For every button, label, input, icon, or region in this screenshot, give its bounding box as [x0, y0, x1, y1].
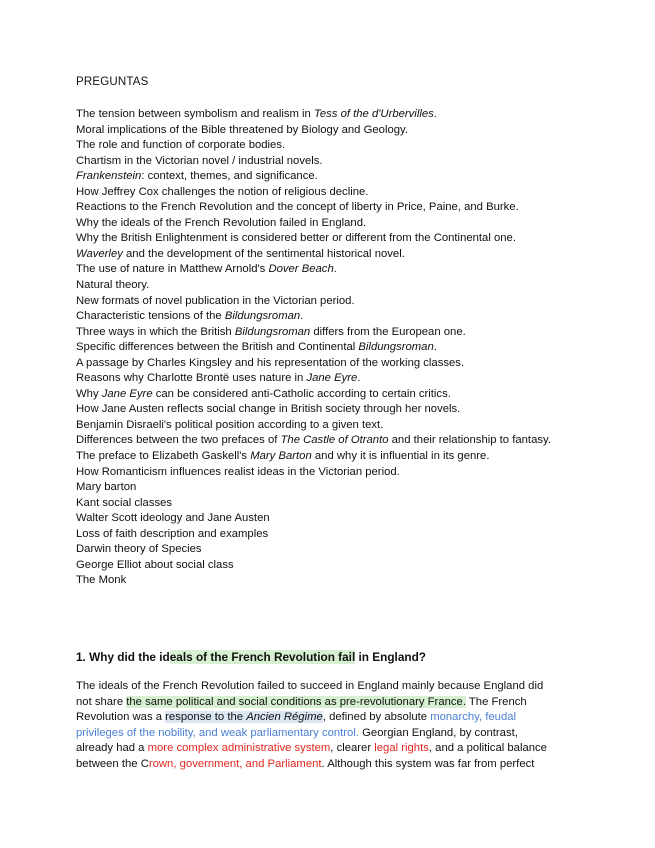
text-segment: more complex administrative system: [147, 742, 331, 755]
paragraph-line: [76, 757, 576, 773]
text-segment: Three ways in which the British: [76, 325, 235, 338]
text-segment: and their relationship to fantasy.: [388, 434, 551, 447]
text-segment: . Although this system was far from perfect: [321, 757, 535, 770]
text-segment: legal rights: [374, 742, 429, 755]
text-segment: The ideals of the French Revolution failed to succeed in England mainly because England did: [76, 680, 544, 692]
text-segment: Mary barton: [76, 481, 137, 494]
text-segment: How Romanticism influences realist ideas in the Victorian period.: [76, 465, 400, 478]
text-segment: Specific differences between the British and Continental: [76, 341, 359, 354]
text-segment: .: [433, 341, 437, 354]
question-item: [76, 247, 551, 263]
section-title: [76, 650, 426, 664]
text-segment: How Jane Austen reflects social change in British society through her novels.: [76, 403, 461, 416]
questions-list: [76, 107, 551, 589]
text-segment: and why it is influential in its genre.: [311, 450, 490, 463]
text-segment: The tension between symbolism and realism in: [76, 108, 314, 120]
italic-title-text: Ancien Régime: [246, 711, 323, 724]
text-segment: , defined by absolute: [322, 711, 431, 724]
paragraph-line: [76, 726, 576, 742]
italic-title-text: Mary Barton: [250, 450, 312, 463]
question-item: [76, 154, 551, 170]
text-segment: monarchy, feudal: [430, 711, 517, 724]
text-segment: differs from the European one.: [310, 325, 466, 338]
question-item: [76, 558, 551, 574]
text-segment: Georgian England, by contrast,: [359, 726, 518, 739]
question-item: [76, 433, 551, 449]
text-segment: between the C: [76, 757, 149, 770]
question-item: [76, 216, 551, 232]
italic-title-text: Bildungsroman: [358, 341, 434, 354]
text-segment: A passage by Charles Kingsley and his representation of the working classes.: [76, 356, 465, 369]
question-item: [76, 449, 551, 465]
text-segment: the same political and social conditions as pre-revolutionary France.: [126, 695, 466, 708]
question-item: [76, 278, 551, 294]
italic-title-text: Dover Beach: [268, 263, 334, 276]
italic-title-text: The Castle of Otranto: [280, 434, 389, 447]
italic-title-text: Bildungsroman: [224, 310, 301, 323]
text-segment: Walter Scott ideology and Jane Austen: [76, 512, 270, 525]
italic-title-text: Jane Eyre: [306, 372, 358, 385]
paragraph-line: [76, 679, 576, 695]
text-segment: .: [333, 263, 337, 276]
question-item: [76, 387, 551, 403]
text-segment: and the development of the sentimental historical novel.: [122, 247, 405, 260]
italic-title-text: Tess of the d'Urbervilles: [313, 108, 434, 120]
question-item: [76, 371, 551, 387]
text-segment: .: [357, 372, 361, 385]
text-segment: not share: [76, 695, 127, 708]
text-segment: : context, themes, and significance.: [141, 170, 318, 183]
question-item: [76, 169, 551, 185]
question-item: [76, 356, 551, 372]
text-segment: How Jeffrey Cox challenges the notion of religious decline.: [76, 185, 369, 198]
question-item: [76, 511, 551, 527]
text-segment: already had a: [76, 742, 148, 755]
question-item: [76, 402, 551, 418]
text-segment: Differences between the two prefaces of: [76, 434, 281, 447]
text-segment: Benjamin Disraeli's political position according to a given text.: [76, 418, 384, 431]
text-segment: George Elliot about social class: [76, 558, 234, 571]
text-segment: Kant social classes: [76, 496, 173, 509]
text-segment: The French: [465, 695, 527, 708]
text-segment: privileges of the nobility, and weak parliamentary control.: [76, 726, 359, 739]
paragraph-line: [76, 710, 576, 726]
text-segment: Characteristic tensions of the: [76, 310, 225, 323]
text-segment: in England?: [355, 650, 427, 664]
text-segment: .: [300, 310, 304, 323]
question-item: [76, 294, 551, 310]
text-segment: The use of nature in Matthew Arnold's: [76, 263, 269, 276]
text-segment: Natural theory.: [76, 279, 150, 292]
question-item: [76, 123, 551, 139]
text-segment: Reactions to the French Revolution and the concept of liberty in Price, Paine, and Burke.: [76, 201, 519, 214]
text-segment: Why: [76, 387, 102, 400]
text-segment: Loss of faith description and examples: [76, 527, 269, 540]
text-segment: , and a political balance: [428, 742, 547, 755]
text-segment: Reasons why Charlotte Brontë uses nature in: [76, 372, 307, 385]
question-item: [76, 340, 551, 356]
italic-title-text: Jane Eyre: [101, 387, 153, 400]
question-item: [76, 418, 551, 434]
text-segment: New formats of novel publication in the Victorian period.: [76, 294, 355, 307]
question-item: [76, 465, 551, 481]
question-item: [76, 573, 551, 589]
question-item: [76, 309, 551, 325]
text-segment: Why the British Enlightenment is considered better or different from the Continental one.: [76, 232, 516, 245]
question-item: [76, 325, 551, 341]
question-item: [76, 138, 551, 154]
document-heading: PREGUNTAS: [76, 76, 149, 88]
paragraph-line: [76, 695, 576, 711]
text-segment: The role and function of corporate bodies.: [76, 139, 286, 152]
text-segment: response to the: [165, 711, 247, 724]
text-segment: Moral implications of the Bible threatened by Biology and Geology.: [76, 123, 408, 136]
text-segment: The preface to Elizabeth Gaskell's: [76, 450, 251, 463]
italic-title-text: Bildungsroman: [234, 325, 311, 338]
question-item: [76, 107, 551, 123]
text-segment: Darwin theory of Species: [76, 543, 202, 556]
text-segment: eals of the French Revolution fail: [169, 650, 356, 664]
question-item: [76, 496, 551, 512]
text-segment: Chartism in the Victorian novel / industrial novels.: [76, 154, 323, 167]
question-item: [76, 200, 551, 216]
question-item: [76, 527, 551, 543]
text-segment: , clearer: [330, 742, 375, 755]
italic-title-text: Waverley: [76, 247, 123, 260]
text-segment: can be considered anti-Catholic according to certain critics.: [152, 387, 451, 400]
text-segment: Revolution was a: [76, 711, 166, 724]
italic-title-text: Frankenstein: [76, 170, 142, 183]
text-segment: Why the ideals of the French Revolution failed in England.: [76, 216, 367, 229]
question-item: [76, 231, 551, 247]
question-item: [76, 185, 551, 201]
answer-paragraph: [76, 679, 576, 773]
paragraph-line: [76, 741, 576, 757]
question-item: [76, 542, 551, 558]
question-item: [76, 262, 551, 278]
question-item: [76, 480, 551, 496]
text-segment: .: [433, 108, 437, 120]
text-segment: 1. Why did the id: [76, 650, 170, 664]
text-segment: The Monk: [76, 574, 127, 587]
text-segment: rown, government, and Parliament: [148, 757, 322, 770]
